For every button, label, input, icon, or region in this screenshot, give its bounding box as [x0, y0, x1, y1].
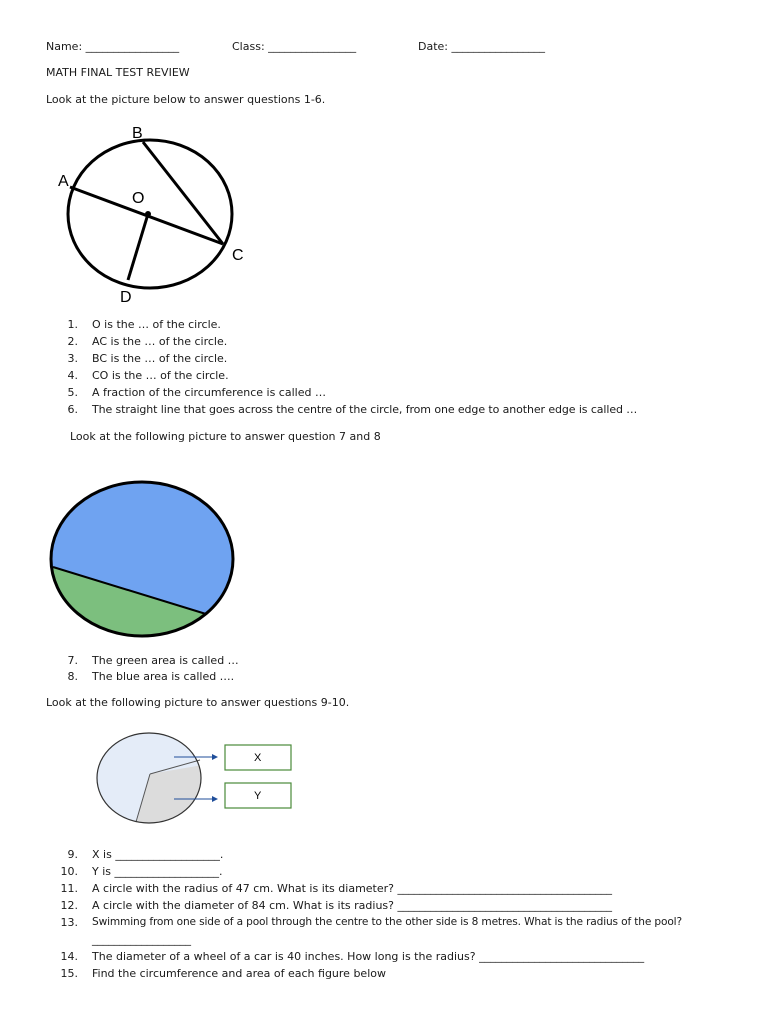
box-x-label: X	[254, 752, 262, 764]
question-text: O is the … of the circle.	[92, 318, 221, 331]
page-title: MATH FINAL TEST REVIEW	[46, 66, 190, 79]
label-a: A	[58, 173, 69, 190]
question-number: 3.	[67, 352, 78, 365]
question-number: 5.	[67, 386, 78, 399]
label-b: B	[132, 125, 143, 142]
question-number: 4.	[67, 369, 78, 382]
box-y-label: Y	[254, 790, 262, 802]
question-number: 15.	[60, 967, 78, 980]
instruction-3: Look at the following picture to answer questions 9-10.	[46, 696, 350, 709]
label-d: D	[120, 289, 132, 306]
question-text: X is ___________________.	[92, 848, 224, 861]
question-text: The diameter of a wheel of a car is 40 inches. How long is the radius? ______________________________	[92, 950, 645, 963]
label-c: C	[232, 247, 244, 264]
question-number: 8.	[67, 670, 78, 683]
question-text: A fraction of the circumference is called …	[92, 386, 326, 399]
sector-diagram	[92, 730, 302, 830]
question-number: 2.	[67, 335, 78, 348]
answer-line: __________________	[92, 933, 191, 946]
question-number: 10.	[60, 865, 78, 878]
instruction-2: Look at the following picture to answer question 7 and 8	[70, 430, 381, 443]
question-number: 9.	[67, 848, 78, 861]
class-field: Class: ________________	[232, 40, 357, 53]
question-text: The straight line that goes across the centre of the circle, from one edge to another edge is called …	[92, 403, 638, 416]
instruction-1: Look at the picture below to answer questions 1-6.	[46, 93, 326, 106]
question-number: 7.	[67, 654, 78, 667]
question-text: A circle with the diameter of 84 cm. What is its radius? _______________________________________	[92, 899, 612, 912]
question-number: 11.	[60, 882, 78, 895]
question-number: 12.	[60, 899, 78, 912]
question-text: Swimming from one side of a pool through the centre to the other side is 8 metres. What is the radius of the pool?	[92, 916, 682, 928]
name-field: Name: _________________	[46, 40, 180, 53]
question-text: A circle with the radius of 47 cm. What is its diameter? _______________________________________	[92, 882, 612, 895]
question-text: The blue area is called ….	[92, 670, 235, 683]
question-text: The green area is called …	[92, 654, 239, 667]
arrow-x-head	[212, 754, 218, 760]
question-number: 13.	[60, 916, 78, 929]
center-point	[145, 211, 151, 217]
question-text: Find the circumference and area of each figure below	[92, 967, 386, 980]
question-number: 1.	[67, 318, 78, 331]
question-number: 14.	[60, 950, 78, 963]
date-field: Date: _________________	[418, 40, 545, 53]
circle-diagram-2	[48, 480, 240, 642]
question-text: Y is ___________________.	[92, 865, 223, 878]
question-text: AC is the … of the circle.	[92, 335, 228, 348]
label-o: O	[132, 190, 145, 207]
radius-od	[128, 214, 148, 280]
question-number: 6.	[67, 403, 78, 416]
question-text: CO is the … of the circle.	[92, 369, 229, 382]
circle-diagram-1	[50, 118, 270, 313]
arrow-y-head	[212, 796, 218, 802]
question-text: BC is the … of the circle.	[92, 352, 228, 365]
